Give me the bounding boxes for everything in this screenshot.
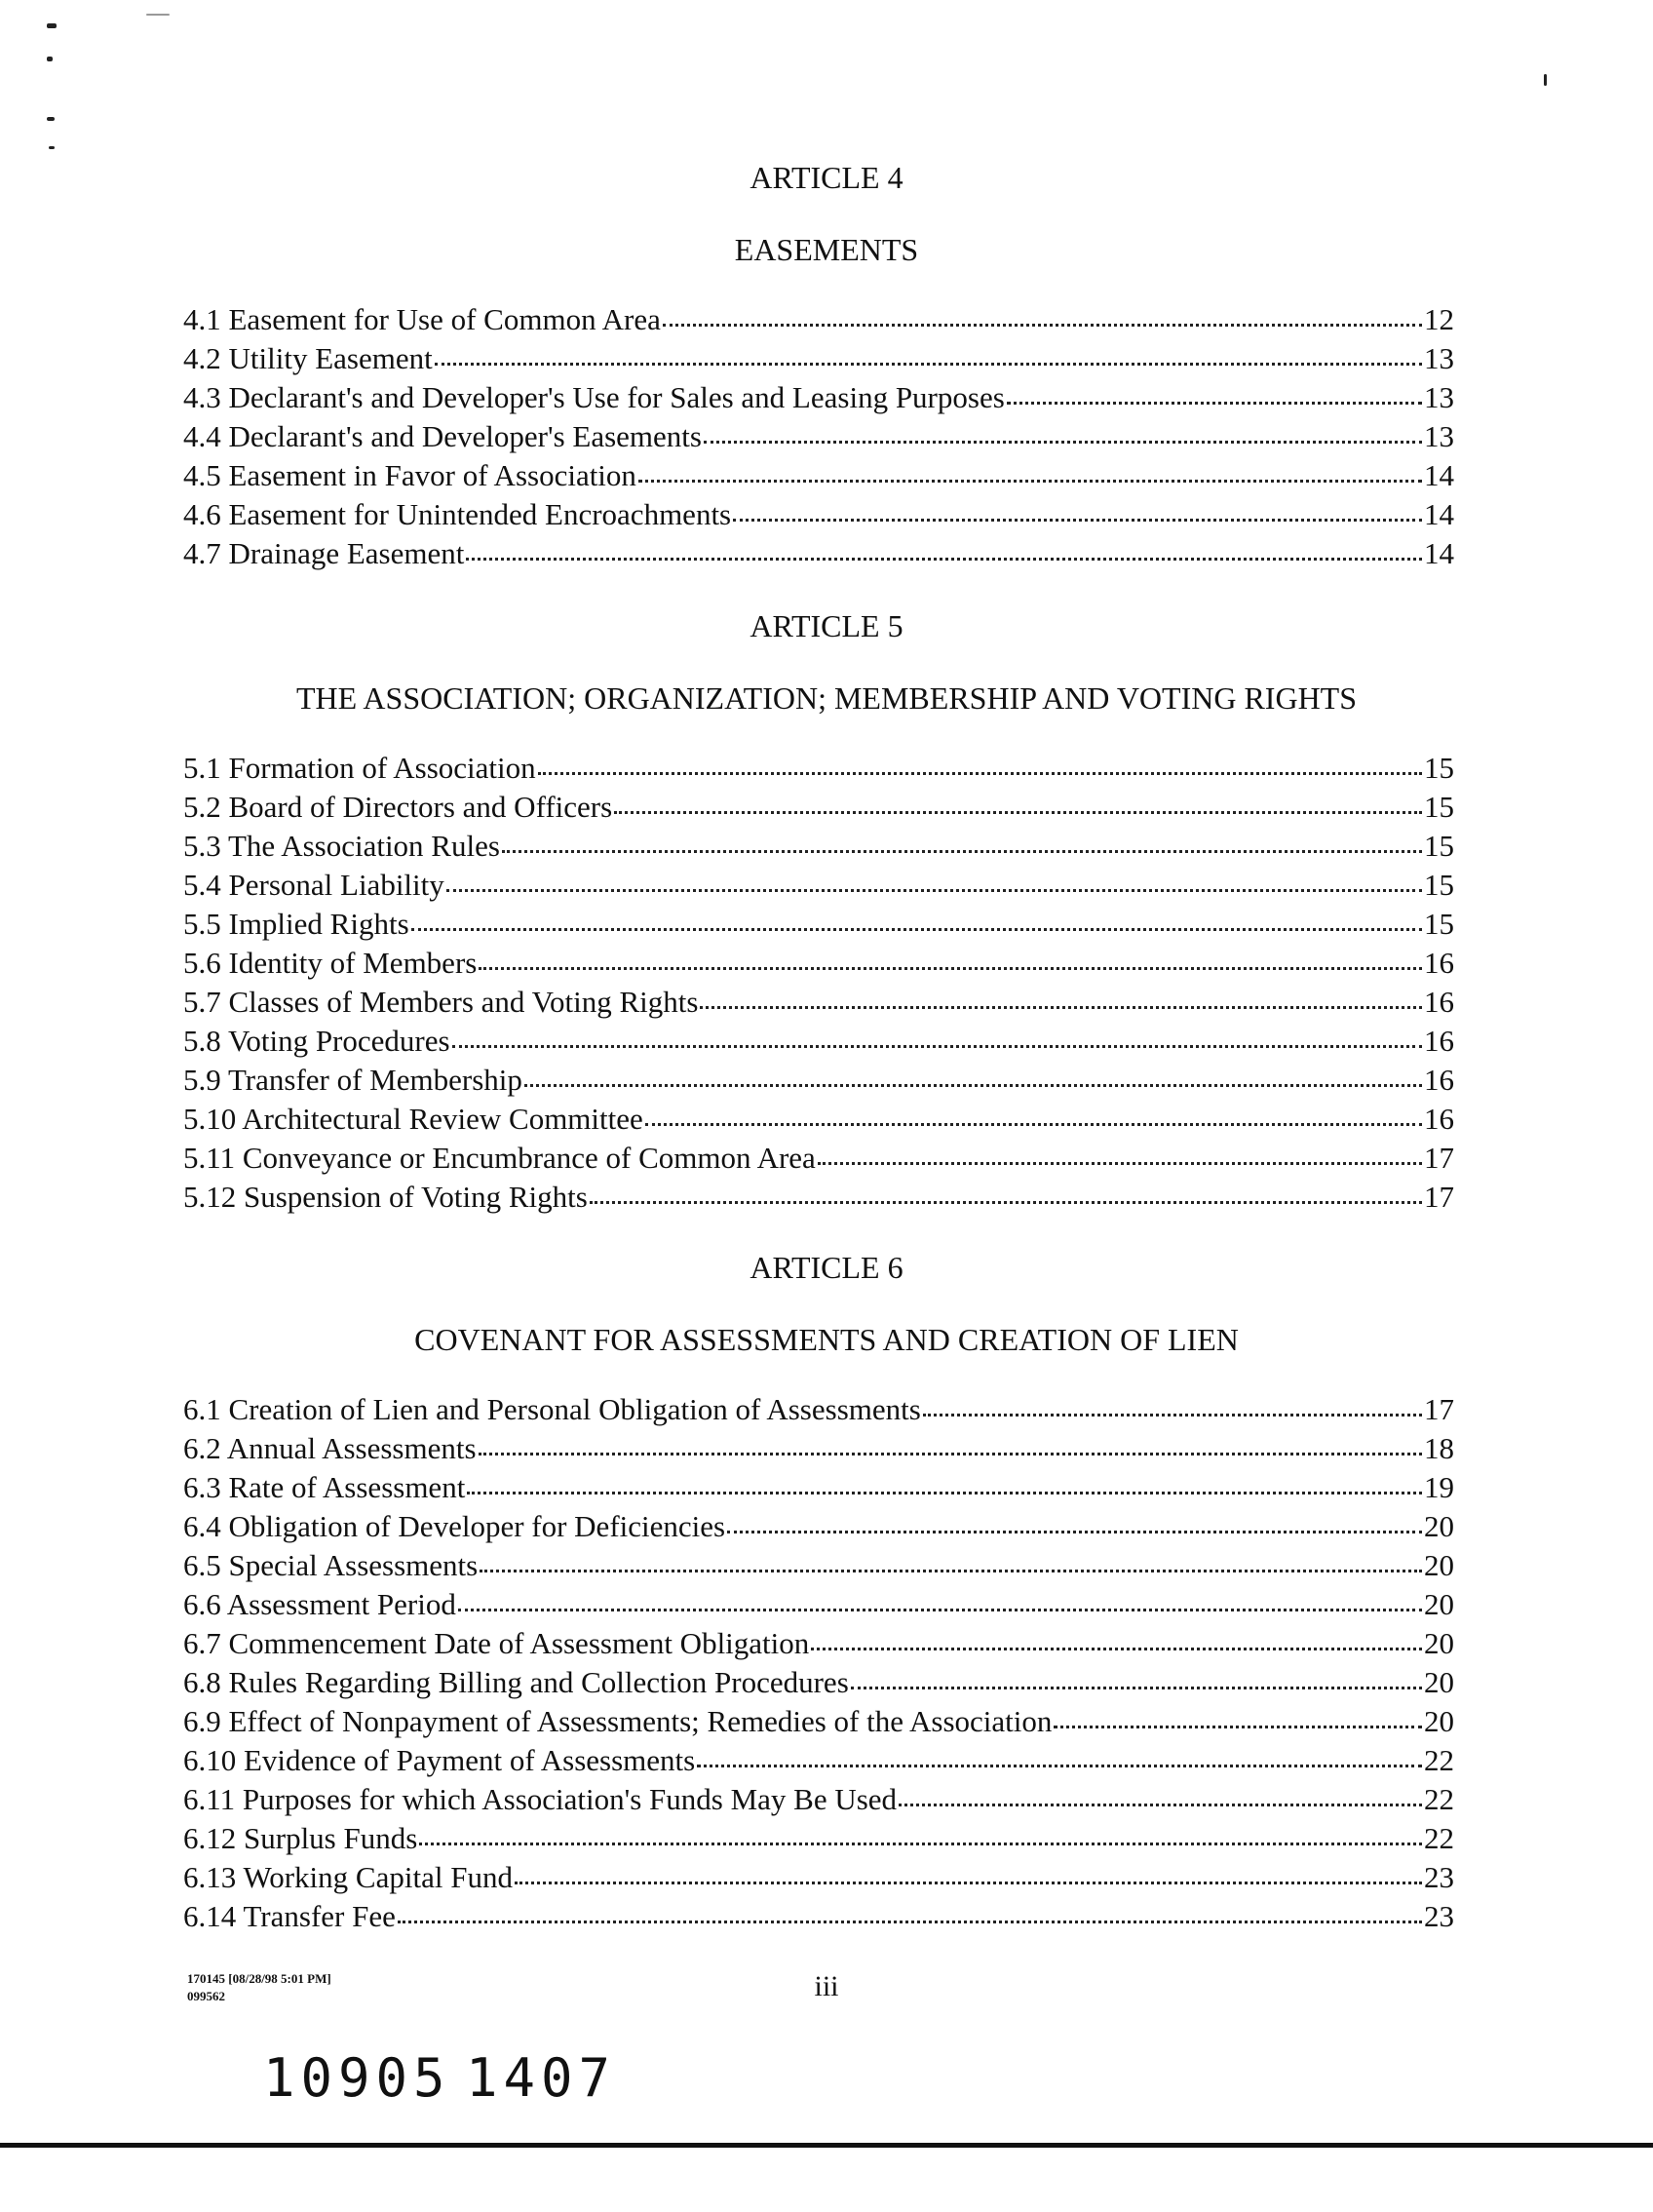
toc-entry xyxy=(183,866,1454,905)
dot-leader xyxy=(704,417,1422,444)
toc-entry-page: 23 xyxy=(1424,1860,1454,1894)
dot-leader xyxy=(419,1819,1422,1845)
scan-speck xyxy=(146,14,170,16)
toc-entry-number: 6.7 xyxy=(183,1626,221,1660)
stamp-page-number: 1407 xyxy=(466,2047,617,2109)
toc-entry-page: 16 xyxy=(1424,1102,1454,1136)
toc-entry-title: Declarant's and Developer's Easements xyxy=(228,419,702,453)
toc-entry-title: Easement for Use of Common Area xyxy=(228,302,661,336)
toc-entry-page: 14 xyxy=(1424,536,1454,570)
toc-entry-page: 23 xyxy=(1424,1899,1454,1933)
toc-entry-page: 13 xyxy=(1424,341,1454,375)
toc-entry-title: Drainage Easement xyxy=(228,536,465,570)
toc-entry-number: 6.3 xyxy=(183,1470,221,1504)
toc-entry-title: Evidence of Payment of Assessments xyxy=(244,1743,696,1777)
toc-entry-number: 5.8 xyxy=(183,1024,221,1058)
toc-entry-page: 20 xyxy=(1424,1548,1454,1582)
scan-speck xyxy=(47,117,55,121)
toc-entry-title: Obligation of Developer for Deficiencies xyxy=(228,1509,726,1543)
toc-entry-page: 13 xyxy=(1424,380,1454,414)
dot-leader xyxy=(700,983,1422,1009)
toc-entry-title: Classes of Members and Voting Rights xyxy=(228,985,699,1019)
toc-entry xyxy=(183,1022,1454,1061)
toc-entry xyxy=(183,1390,1454,1429)
toc-entry-number: 5.9 xyxy=(183,1063,221,1097)
toc-entry-number: 6.8 xyxy=(183,1665,221,1699)
toc-entry-number: 4.5 xyxy=(183,458,221,492)
toc-entry-number: 6.2 xyxy=(183,1431,221,1465)
toc-entry-number: 4.6 xyxy=(183,497,221,531)
toc-entry-page: 20 xyxy=(1424,1626,1454,1660)
toc-entry-number: 6.10 xyxy=(183,1743,237,1777)
dot-leader xyxy=(502,827,1422,853)
dot-leader xyxy=(538,749,1422,775)
toc-entry-page: 16 xyxy=(1424,985,1454,1019)
toc-entry-number: 4.7 xyxy=(183,536,221,570)
toc-entry xyxy=(183,1429,1454,1468)
footer-doc-id: 170145 [08/28/98 5:01 PM] xyxy=(187,1971,331,1986)
toc-entry-number: 6.14 xyxy=(183,1899,237,1933)
dot-leader xyxy=(479,1429,1422,1455)
toc-entry-number: 4.2 xyxy=(183,341,221,375)
toc-entry-number: 6.1 xyxy=(183,1392,221,1426)
footer-doc-number: 099562 xyxy=(187,1989,225,2003)
scan-speck xyxy=(47,57,53,61)
toc-entry-page: 15 xyxy=(1424,751,1454,785)
dot-leader xyxy=(1054,1702,1422,1728)
dot-leader xyxy=(811,1624,1422,1650)
dot-leader xyxy=(697,1741,1422,1767)
toc-entry xyxy=(183,1663,1454,1702)
dot-leader xyxy=(727,1507,1422,1533)
toc-entry-page: 20 xyxy=(1424,1587,1454,1621)
toc-entry-title: Easement for Unintended Encroachments xyxy=(228,497,732,531)
toc-entry-page: 16 xyxy=(1424,946,1454,980)
toc-entry-page: 14 xyxy=(1424,458,1454,492)
dot-leader xyxy=(479,944,1422,970)
toc-entry-page: 20 xyxy=(1424,1704,1454,1738)
toc-entry xyxy=(183,944,1454,983)
toc-entry-page: 16 xyxy=(1424,1063,1454,1097)
toc-entry-page: 15 xyxy=(1424,868,1454,902)
toc-entry-page: 17 xyxy=(1424,1180,1454,1214)
dot-leader xyxy=(590,1178,1422,1204)
dot-leader xyxy=(818,1139,1422,1165)
dot-leader xyxy=(458,1585,1422,1611)
toc-entry-title: Architectural Review Committee xyxy=(242,1102,643,1136)
toc-entry-number: 6.13 xyxy=(183,1860,237,1894)
dot-leader xyxy=(1007,378,1422,405)
toc-entry-title: Board of Directors and Officers xyxy=(228,790,613,824)
toc-entry-page: 22 xyxy=(1424,1743,1454,1777)
toc-entry-title: Suspension of Voting Rights xyxy=(244,1180,588,1214)
toc-entry xyxy=(183,1100,1454,1139)
toc-entry xyxy=(183,339,1454,378)
bottom-scan-rule xyxy=(0,2143,1653,2148)
toc-entry-title: Rules Regarding Billing and Collection Procedures xyxy=(228,1665,849,1699)
toc-entry xyxy=(183,1546,1454,1585)
toc-entry-title: Voting Procedures xyxy=(227,1024,450,1058)
toc-entry-number: 6.12 xyxy=(183,1821,237,1855)
toc-entry xyxy=(183,905,1454,944)
toc-entry xyxy=(183,1702,1454,1741)
toc-entry-page: 16 xyxy=(1424,1024,1454,1058)
toc-entry xyxy=(183,1585,1454,1624)
toc-entry-title: Commencement Date of Assessment Obligation xyxy=(228,1626,810,1660)
article-4-label: ARTICLE 4 xyxy=(750,160,903,195)
toc-entry-page: 17 xyxy=(1424,1141,1454,1175)
toc-entry-page: 22 xyxy=(1424,1782,1454,1816)
toc-entry-title: Effect of Nonpayment of Assessments; Remedies of the Association xyxy=(228,1704,1053,1738)
toc-entry-title: Identity of Members xyxy=(228,946,478,980)
dot-leader xyxy=(645,1100,1422,1126)
toc-entry-page: 15 xyxy=(1424,829,1454,863)
toc-entry-number: 5.5 xyxy=(183,907,221,941)
stamp-book-number: 10905 xyxy=(263,2047,451,2109)
dot-leader xyxy=(515,1858,1422,1884)
toc-entry xyxy=(183,1178,1454,1217)
toc-entry-number: 5.7 xyxy=(183,985,221,1019)
toc-entry xyxy=(183,378,1454,417)
toc-entry-title: Easement in Favor of Association xyxy=(228,458,636,492)
toc-entry-title: Declarant's and Developer's Use for Sales and Leasing Purposes xyxy=(228,380,1005,414)
toc-entry-page: 22 xyxy=(1424,1821,1454,1855)
toc-entry-number: 6.5 xyxy=(183,1548,221,1582)
dot-leader xyxy=(899,1780,1422,1806)
toc-entry-title: Transfer Fee xyxy=(243,1899,396,1933)
toc-entry-title: Conveyance or Encumbrance of Common Area xyxy=(242,1141,816,1175)
toc-entry-title: Annual Assessments xyxy=(226,1431,477,1465)
toc-entry-title: Personal Liability xyxy=(228,868,444,902)
toc-entry-number: 4.1 xyxy=(183,302,221,336)
toc-entry xyxy=(183,1897,1454,1936)
dot-leader xyxy=(851,1663,1422,1689)
toc-entry-number: 5.3 xyxy=(183,829,221,863)
toc-entry-title: Assessment Period xyxy=(226,1587,456,1621)
article-6-label: ARTICLE 6 xyxy=(750,1250,903,1285)
article-5-title: THE ASSOCIATION; ORGANIZATION; MEMBERSHIP AND VOTING RIGHTS xyxy=(295,680,1358,716)
toc-entry-page: 15 xyxy=(1424,907,1454,941)
toc-entry-page: 18 xyxy=(1424,1431,1454,1465)
dot-leader xyxy=(923,1390,1422,1416)
toc-entry-number: 5.11 xyxy=(183,1141,236,1175)
toc-entry-number: 5.1 xyxy=(183,751,221,785)
toc-entry-number: 4.3 xyxy=(183,380,221,414)
toc-entry-title: Utility Easement xyxy=(228,341,433,375)
toc-entry-page: 17 xyxy=(1424,1392,1454,1426)
toc-entry xyxy=(183,1858,1454,1897)
toc-entry-title: Rate of Assessment xyxy=(228,1470,466,1504)
toc-entry-number: 4.4 xyxy=(183,419,221,453)
toc-entry-page: 14 xyxy=(1424,497,1454,531)
dot-leader xyxy=(524,1061,1422,1087)
dot-leader xyxy=(614,788,1422,814)
toc-entry xyxy=(183,749,1454,788)
article-4-title: EASEMENTS xyxy=(734,232,919,267)
toc-entry xyxy=(183,417,1454,456)
toc-entry xyxy=(183,534,1454,573)
dot-leader xyxy=(411,905,1422,931)
toc-entry-title: Working Capital Fund xyxy=(243,1860,513,1894)
toc-entry xyxy=(183,1780,1454,1819)
toc-entry xyxy=(183,983,1454,1022)
toc-entry xyxy=(183,1061,1454,1100)
toc-entry xyxy=(183,1741,1454,1780)
dot-leader xyxy=(733,495,1422,522)
toc-entry-number: 6.4 xyxy=(183,1509,221,1543)
dot-leader xyxy=(663,300,1422,327)
toc-entry xyxy=(183,495,1454,534)
toc-entry xyxy=(183,827,1454,866)
toc-entry xyxy=(183,1624,1454,1663)
dot-leader xyxy=(398,1897,1422,1923)
toc-entry xyxy=(183,1139,1454,1178)
dot-leader xyxy=(467,1468,1422,1494)
toc-entry-number: 5.10 xyxy=(183,1102,237,1136)
dot-leader xyxy=(446,866,1422,892)
toc-entry-title: Implied Rights xyxy=(228,907,409,941)
toc-entry xyxy=(183,1819,1454,1858)
toc-entry-title: The Association Rules xyxy=(227,829,500,863)
toc-entry-title: Purposes for which Association's Funds May Be Used xyxy=(242,1782,898,1816)
page-number: iii xyxy=(814,1970,839,2002)
toc-entry-number: 5.4 xyxy=(183,868,221,902)
toc-entry xyxy=(183,456,1454,495)
toc-entry-title: Surplus Funds xyxy=(244,1821,418,1855)
toc-entry-page: 15 xyxy=(1424,790,1454,824)
toc-entry-number: 6.9 xyxy=(183,1704,221,1738)
toc-entry-page: 20 xyxy=(1424,1665,1454,1699)
dot-leader xyxy=(638,456,1422,483)
toc-entry xyxy=(183,1468,1454,1507)
toc-entry-page: 20 xyxy=(1424,1509,1454,1543)
scan-speck xyxy=(47,23,57,28)
toc-entry-page: 13 xyxy=(1424,419,1454,453)
toc-entry-title: Formation of Association xyxy=(228,751,536,785)
scan-speck xyxy=(1544,74,1547,86)
dot-leader xyxy=(480,1546,1422,1572)
toc-entry-number: 5.2 xyxy=(183,790,221,824)
toc-entry-title: Creation of Lien and Personal Obligation of Assessments xyxy=(228,1392,921,1426)
toc-entry-title: Special Assessments xyxy=(228,1548,479,1582)
toc-entry-number: 6.6 xyxy=(183,1587,221,1621)
toc-entry-page: 12 xyxy=(1424,302,1454,336)
scan-speck xyxy=(49,146,55,149)
toc-entry xyxy=(183,788,1454,827)
dot-leader xyxy=(452,1022,1422,1048)
toc-entry-number: 6.11 xyxy=(183,1782,236,1816)
dot-leader xyxy=(435,339,1422,366)
article-6-title: COVENANT FOR ASSESSMENTS AND CREATION OF LIEN xyxy=(414,1322,1239,1357)
toc-entry-page: 19 xyxy=(1424,1470,1454,1504)
toc-entry-number: 5.6 xyxy=(183,946,221,980)
toc-entry-title: Transfer of Membership xyxy=(227,1063,522,1097)
toc-entry xyxy=(183,300,1454,339)
toc-entry xyxy=(183,1507,1454,1546)
dot-leader xyxy=(466,534,1422,561)
toc-entry-number: 5.12 xyxy=(183,1180,237,1214)
article-5-label: ARTICLE 5 xyxy=(750,608,903,643)
